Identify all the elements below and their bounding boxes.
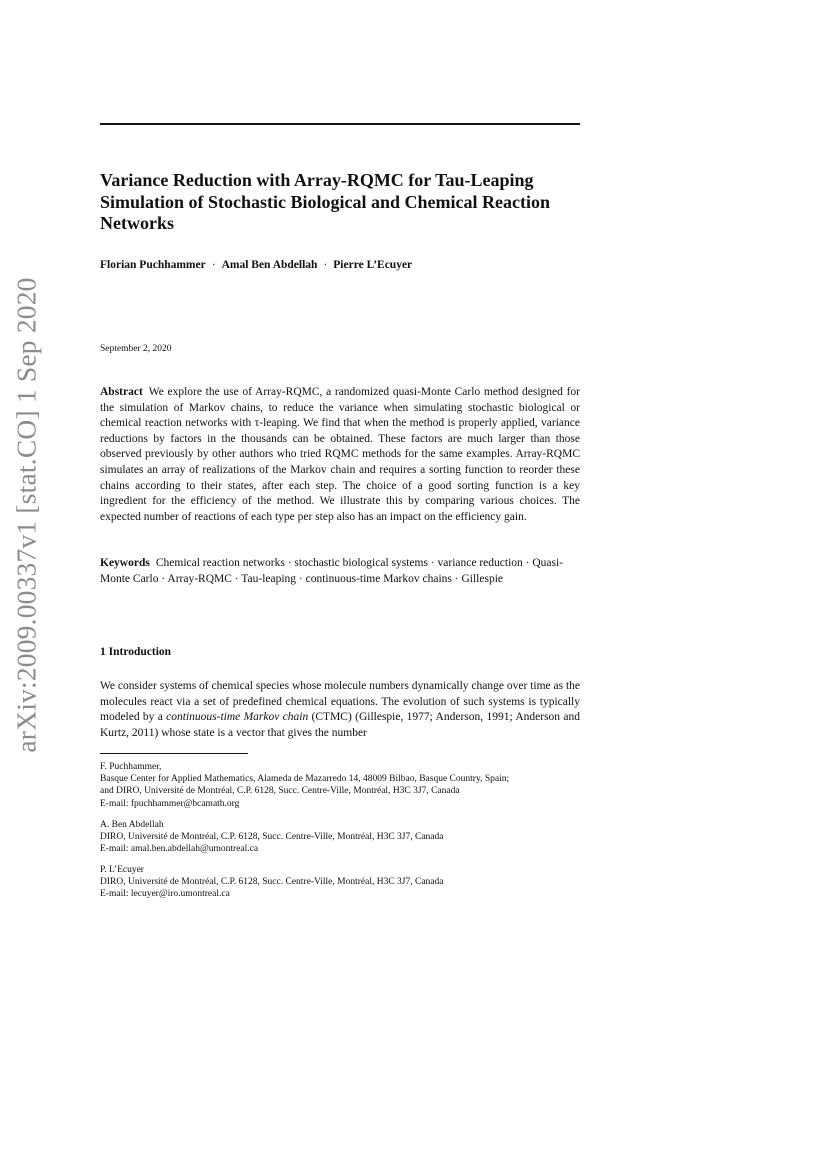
arxiv-stamp	[8, 277, 46, 753]
author-list	[100, 257, 420, 273]
footnote-email: E-mail: fpuchhammer@bcamath.org	[100, 798, 240, 809]
section-heading: 1 Introduction	[100, 646, 172, 658]
footnote-affiliation	[100, 864, 620, 901]
intro-text-before: We consider systems of chemical species whose molecule numbers dynamically change over time as the molecules react via a set of predefined chemical equations. The evolution of such systems is typically modeled by a	[100, 680, 581, 724]
author-separator: ·	[211, 259, 216, 271]
footnote-address-line: DIRO, Université de Montréal, C.P. 6128, Succ. Centre-Ville, Montréal, H3C 3J7, Canada	[100, 877, 444, 888]
introduction-paragraph	[100, 679, 580, 741]
footnote-author: F. Puchhammer,	[100, 762, 162, 772]
paper-date: September 2, 2020	[100, 344, 172, 354]
top-rule	[100, 123, 580, 125]
intro-emphasis: continuous-time Markov chain	[166, 711, 309, 724]
footnote-author: A. Ben Abdellah	[100, 820, 164, 830]
footnote-email: E-mail: amal.ben.abdellah@umontreal.ca	[100, 844, 259, 855]
keywords-text: Chemical reaction networks · stochastic biological systems · variance reduction · Quasi-Monte Carlo · Array-RQMC · Tau-leaping · continuous-time Markov chains · Gillespie	[100, 557, 564, 585]
paper-title: Variance Reduction with Array-RQMC for Tau-Leaping Simulation of Stochastic Biological and Chemical Reaction Networks	[100, 170, 550, 233]
intro-text-after: (CTMC) (Gillespie, 1977; Anderson, 1991; Anderson and Kurtz, 2011) whose state is a vector that gives the number	[100, 711, 580, 739]
abstract-text: We explore the use of Array-RQMC, a randomized quasi-Monte Carlo method designed for the simulation of Markov chains, to reduce the variance when simulating stochastic biological or chemical reaction networks with τ-leaping. We find that when the method is properly applied, variance reductions by factors in the thousands can be obtained. These factors are much larger than those observed previously by other authors who tried RQMC methods for the same examples. Array-RQMC simulates an array of realizations of the Markov chain and requires a sorting function to reorder these chains according to their states, after each step. The choice of a good sorting function is a key ingredient for the efficiency of the method. We illustrate this by comparing various choices. The expected number of reactions of each type per step also has an impact on the efficiency gain.	[100, 386, 580, 523]
footnote-author: P. L’Ecuyer	[100, 865, 144, 875]
footnote-address-line: and DIRO, Université de Montréal, C.P. 6128, Succ. Centre-Ville, Montréal, H3C 3J7, Canada	[100, 786, 460, 797]
footnote-affiliation	[100, 819, 620, 856]
footnote-email: E-mail: lecuyer@iro.umontreal.ca	[100, 889, 230, 900]
author-name: Amal Ben Abdellah	[221, 259, 318, 271]
author-name: Pierre L’Ecuyer	[333, 259, 413, 271]
keywords-label: Keywords	[100, 557, 150, 569]
arxiv-id: arXiv:2009.00337v1 [stat.CO] 1 Sep 2020	[11, 277, 43, 753]
footnote-address-line: DIRO, Université de Montréal, C.P. 6128, Succ. Centre-Ville, Montréal, H3C 3J7, Canada	[100, 832, 444, 843]
author-name: Florian Puchhammer	[100, 259, 206, 271]
keywords	[100, 556, 580, 587]
footnote-address-line: Basque Center for Applied Mathematics, Alameda de Mazarredo 14, 48009 Bilbao, Basque Country, Spain;	[100, 774, 510, 785]
footnote-affiliation	[100, 761, 620, 810]
abstract-label: Abstract	[100, 386, 143, 398]
abstract	[100, 385, 580, 525]
footnote-rule	[100, 753, 248, 754]
author-separator: ·	[323, 259, 328, 271]
